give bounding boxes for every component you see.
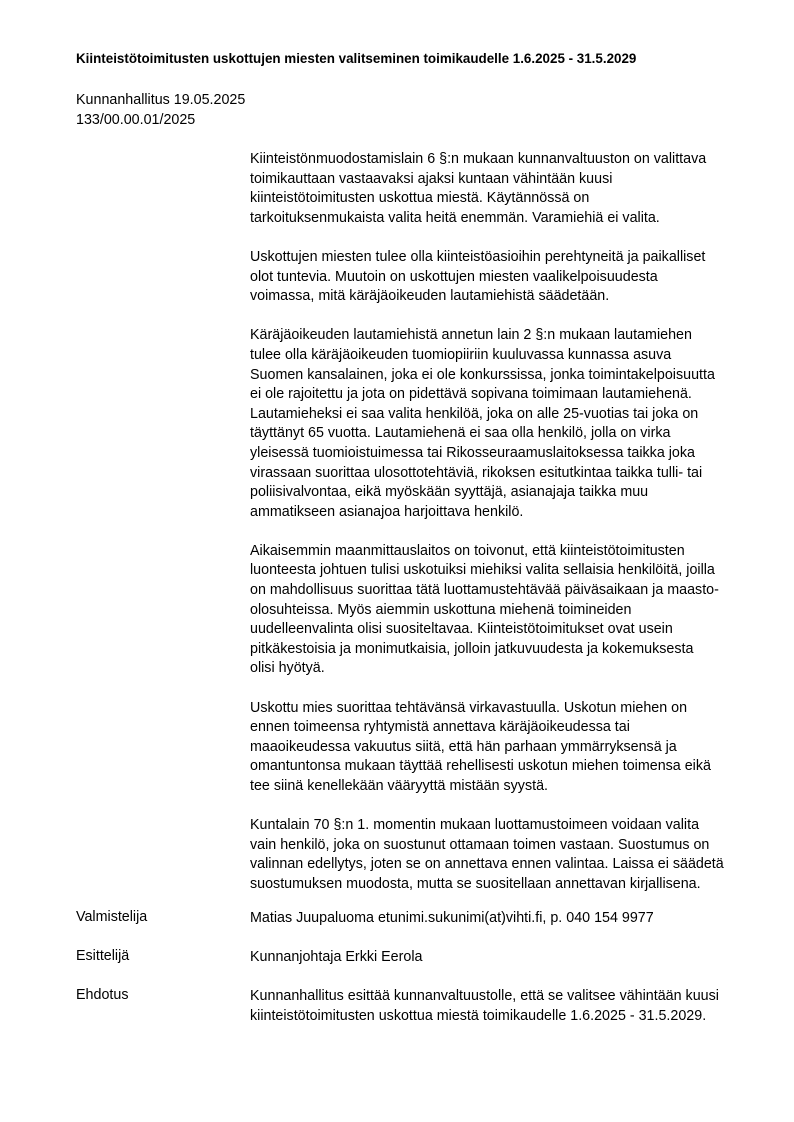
paragraph-line: ammatikseen asianajoa harjoittava henkilö. (250, 503, 524, 520)
paragraph-line: vain henkilö, joka on suostunut ottamaan toimen vastaan. Suostumus on (250, 836, 710, 853)
paragraph-line: Aikaisemmin maanmittauslaitos on toivonut, että kiinteistötoimitusten (250, 542, 685, 559)
paragraph-line: luonteesta johtuen tulisi uskotuiksi miehiksi valita sellaisia henkilöitä, joilla (250, 562, 715, 579)
presenter-value: Kunnanjohtaja Erkki Eerola (250, 949, 423, 965)
paragraph-line: Lautamieheksi ei saa valita henkilöä, joka on alle 25-vuotias tai joka on (250, 405, 699, 422)
preparer-value: Matias Juupaluoma etunimi.sukunimi(at)vihti.fi, p. 040 154 9977 (250, 910, 654, 926)
paragraph-line: Suomen kansalainen, joka ei ole konkurssissa, jonka toimintakelpoisuutta (250, 366, 715, 383)
paragraph (250, 150, 750, 228)
paragraph-line: on mahdollisuus suorittaa tätä luottamustehtävää päiväsaikaan ja maasto- (250, 582, 719, 599)
paragraph-line: poliisivalvontaa, eikä myöskään syyttäjä, asianajaja taikka muu (250, 484, 649, 501)
paragraph-line: Kuntalain 70 §:n 1. momentin mukaan luottamustoimeen voidaan valita (250, 817, 700, 834)
paragraph-line: valinnan edellytys, joten se on annettava ennen valintaa. Laissa ei säädetä (250, 856, 724, 873)
paragraph-line: maaoikeudessa vakuutus siitä, että hän parhaan ymmärryksensä ja (250, 738, 677, 755)
presenter-label: Esittelijä (76, 948, 130, 964)
paragraph-line: tulee olla käräjäoikeuden tuomiopiiriin kuuluvassa kunnassa asuva (250, 346, 672, 363)
document-title: Kiinteistötoimitusten uskottujen miesten valitseminen toimikaudelle 1.6.2025 - 31.5.2029 (76, 51, 637, 66)
paragraph-line: toimikauttaan vastaavaksi ajaksi kuntaan vähintään kuusi (250, 170, 613, 187)
paragraph-line: tee siinä kenellekään vääryyttä mistään syystä. (250, 778, 549, 794)
paragraph (250, 248, 750, 307)
paragraph-line: virassaan suorittaa ulosottotehtäviä, rikoksen esitutkintaa taikka tulli- tai (250, 464, 703, 481)
paragraph-line: Käräjäoikeuden lautamiehistä annetun lain 2 §:n mukaan lautamiehen (250, 327, 692, 344)
reference-number: 133/00.00.01/2025 (76, 111, 196, 128)
paragraph-line: Uskottu mies suorittaa tehtävänsä virkavastuulla. Uskotun miehen on (250, 699, 688, 716)
paragraph-line: olosuhteissa. Myös aiemmin uskottuna miehenä toimineiden (250, 601, 632, 618)
paragraph-line: uudelleenvalinta olisi suositeltavaa. Kiinteistötoimitukset ovat usein (250, 621, 673, 638)
paragraph-line: Uskottujen miesten tulee olla kiinteistöasioihin perehtyneitä ja paikalliset (250, 248, 706, 265)
paragraph-line: kiinteistötoimitusten uskottua miestä. Käytännössä on (250, 190, 590, 207)
meeting-info (76, 91, 245, 130)
paragraph (250, 326, 750, 522)
paragraph-line: Kiinteistönmuodostamislain 6 §:n mukaan kunnanvaltuuston on valittava (250, 151, 707, 167)
proposal-line: kiinteistötoimitusten uskottua miestä toimikaudelle 1.6.2025 - 31.5.2029. (250, 1007, 707, 1024)
preparer-label: Valmistelija (76, 909, 148, 925)
proposal-text (250, 987, 719, 1026)
paragraph-line: omantuntonsa mukaan täyttää rehellisesti uskotun miehen toimensa eikä (250, 758, 711, 775)
paragraph-line: tarkoituksenmukaista valita heitä enemmän. Varamiehiä ei valita. (250, 209, 660, 226)
proposal-line: Kunnanhallitus esittää kunnanvaltuustolle, että se valitsee vähintään kuusi (250, 988, 719, 1004)
proposal-label: Ehdotus (76, 987, 129, 1003)
paragraph (250, 542, 750, 679)
paragraph (250, 816, 750, 894)
paragraph-line: ei ole rajoitettu ja jota on pidettävä sopivana toimimaan lautamiehenä. (250, 386, 692, 403)
paragraph-line: olisi hyötyä. (250, 660, 325, 677)
paragraph-line: pitkäkestoisia ja monimutkaisia, jolloin jatkuvuudesta ja kokemuksesta (250, 640, 694, 657)
paragraph-line: olot tuntevia. Muutoin on uskottujen miesten vaalikelpoisuudesta (250, 268, 658, 285)
paragraph-line: voimassa, mitä käräjäoikeuden lautamiehistä säädetään. (250, 288, 610, 305)
document-body (250, 150, 750, 914)
paragraph (250, 699, 750, 797)
paragraph-line: täyttänyt 65 vuotta. Lautamiehenä ei saa olla henkilö, jolla on virka (250, 425, 671, 442)
meeting-name: Kunnanhallitus 19.05.2025 (76, 92, 246, 108)
paragraph-line: ennen toimeensa ryhtymistä annettava käräjäoikeudessa tai (250, 719, 630, 736)
paragraph-line: suostumuksen muodosta, mutta se suositellaan annettavan kirjallisena. (250, 875, 701, 892)
paragraph-line: yleisessä tuomioistuimessa tai Rikosseuraamuslaitoksessa taikka joka (250, 444, 695, 461)
